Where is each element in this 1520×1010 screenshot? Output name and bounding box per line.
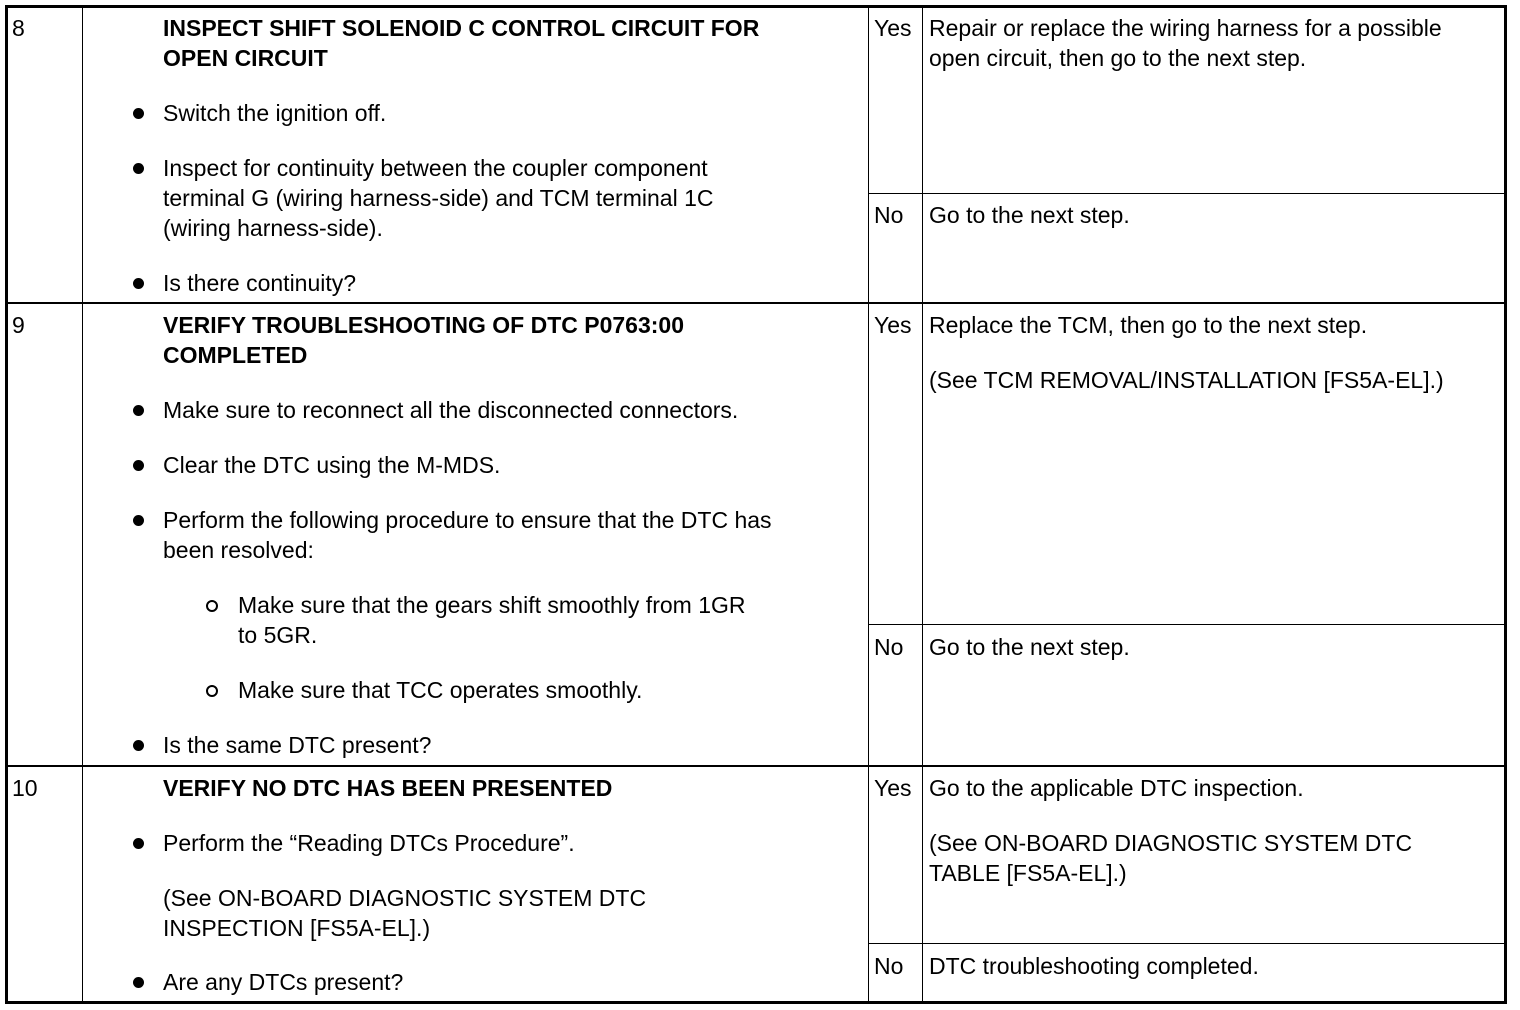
instruction-text: Switch the ignition off.: [163, 100, 387, 126]
yes-label: Yes: [874, 312, 912, 338]
yesno-divider-9: [868, 624, 1504, 625]
no-action: Go to the next step.: [929, 202, 1130, 228]
step-title: VERIFY NO DTC HAS BEEN PRESENTED: [163, 775, 613, 801]
step-title: COMPLETED: [163, 342, 308, 368]
yes-label: Yes: [874, 775, 912, 801]
yes-action: Go to the applicable DTC inspection.: [929, 775, 1304, 801]
instruction-text: been resolved:: [163, 537, 314, 563]
instruction-text: Clear the DTC using the M-MDS.: [163, 452, 501, 478]
bullet-icon: [133, 838, 144, 849]
row-divider-8-9: [8, 302, 1504, 304]
yes-label: Yes: [874, 15, 912, 41]
column-divider-yesno: [922, 8, 923, 1001]
step-title: OPEN CIRCUIT: [163, 45, 328, 71]
instruction-text: Make sure to reconnect all the disconnected connectors.: [163, 397, 739, 423]
column-divider-action: [868, 8, 869, 1001]
yes-action: Repair or replace the wiring harness for a possible: [929, 15, 1442, 41]
bullet-icon: [133, 108, 144, 119]
no-label: No: [874, 202, 904, 228]
question-text: Is there continuity?: [163, 270, 357, 296]
yes-reference: (See TCM REMOVAL/INSTALLATION [FS5A-EL].): [929, 367, 1444, 393]
sub-bullet-icon: [206, 685, 218, 697]
column-divider-step: [82, 8, 83, 1001]
step-title: INSPECT SHIFT SOLENOID C CONTROL CIRCUIT FOR: [163, 15, 760, 41]
yes-reference: (See ON-BOARD DIAGNOSTIC SYSTEM DTC: [929, 830, 1413, 856]
question-text: Is the same DTC present?: [163, 732, 432, 758]
instruction-text: (wiring harness-side).: [163, 215, 383, 241]
bullet-icon: [133, 977, 144, 988]
yesno-divider-8: [868, 193, 1504, 194]
instruction-text: Inspect for continuity between the coupler component: [163, 155, 708, 181]
bullet-icon: [133, 163, 144, 174]
bullet-icon: [133, 515, 144, 526]
sub-instruction-text: Make sure that the gears shift smoothly from 1GR: [238, 592, 746, 618]
sub-instruction-text: to 5GR.: [238, 622, 318, 648]
yes-action: Replace the TCM, then go to the next step.: [929, 312, 1368, 338]
bullet-icon: [133, 405, 144, 416]
no-action: DTC troubleshooting completed.: [929, 953, 1259, 979]
yes-action: open circuit, then go to the next step.: [929, 45, 1307, 71]
bullet-icon: [133, 278, 144, 289]
no-label: No: [874, 953, 904, 979]
reference-text: (See ON-BOARD DIAGNOSTIC SYSTEM DTC: [163, 885, 647, 911]
yes-reference: TABLE [FS5A-EL].): [929, 860, 1127, 886]
instruction-text: terminal G (wiring harness-side) and TCM terminal 1C: [163, 185, 714, 211]
sub-instruction-text: Make sure that TCC operates smoothly.: [238, 677, 643, 703]
instruction-text: Perform the “Reading DTCs Procedure”.: [163, 830, 575, 856]
step-title: VERIFY TROUBLESHOOTING OF DTC P0763:00: [163, 312, 685, 338]
no-label: No: [874, 634, 904, 660]
reference-text: INSPECTION [FS5A-EL].): [163, 915, 431, 941]
bullet-icon: [133, 740, 144, 751]
sub-bullet-icon: [206, 600, 218, 612]
step-number: 8: [12, 15, 25, 41]
no-action: Go to the next step.: [929, 634, 1130, 660]
bullet-icon: [133, 460, 144, 471]
yesno-divider-10: [868, 943, 1504, 944]
instruction-text: Perform the following procedure to ensure that the DTC has: [163, 507, 772, 533]
step-number: 10: [12, 775, 38, 801]
row-divider-9-10: [8, 765, 1504, 767]
question-text: Are any DTCs present?: [163, 969, 404, 995]
step-number: 9: [12, 312, 25, 338]
